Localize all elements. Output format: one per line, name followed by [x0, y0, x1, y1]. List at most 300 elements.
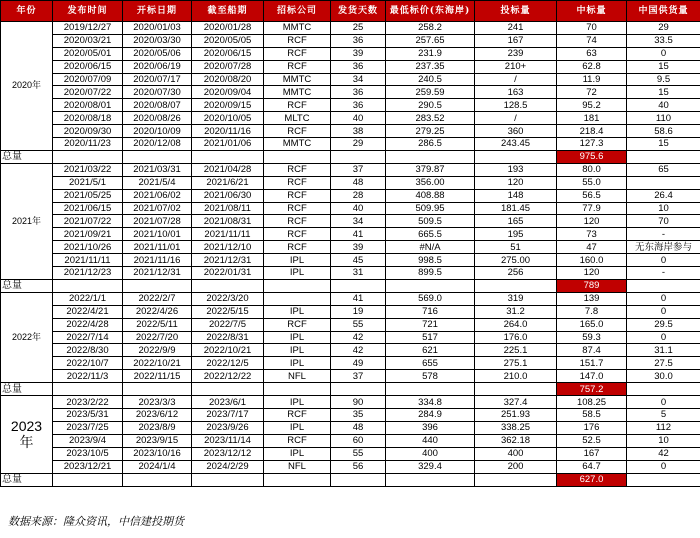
- cell-awarded-volume: 72: [557, 86, 627, 99]
- cell-announce-date: 2021/12/23: [53, 267, 123, 280]
- cell-shipment-deadline: 2022/7/5: [192, 318, 264, 331]
- table-row: [1, 189, 700, 202]
- cell-awarded-volume: 151.7: [557, 357, 627, 370]
- cell-bid-volume: 275.1: [475, 357, 557, 370]
- cell-bid-volume: 148: [475, 189, 557, 202]
- cell-bid-volume: 327.4: [475, 396, 557, 409]
- table-row: [1, 305, 700, 318]
- cell-lowest-price: 998.5: [386, 254, 475, 267]
- cell-bid-volume: 360: [475, 125, 557, 138]
- total-awarded-volume: 757.2: [557, 383, 627, 396]
- cell-announce-date: 2023/7/25: [53, 421, 123, 434]
- table-row: [1, 99, 700, 112]
- total-empty-cell: [53, 383, 123, 396]
- cell-bid-volume: 362.18: [475, 434, 557, 447]
- cell-open-date: 2023/3/3: [123, 396, 192, 409]
- cell-bid-volume: 165: [475, 215, 557, 228]
- cell-lowest-price: 237.35: [386, 60, 475, 73]
- total-row: [1, 150, 700, 163]
- cell-china-supply: 无东海岸参与: [627, 241, 700, 254]
- total-row: [1, 473, 700, 486]
- cell-bid-volume: 275.00: [475, 254, 557, 267]
- cell-tender-company: RCF: [264, 60, 331, 73]
- cell-open-date: 2021/07/02: [123, 202, 192, 215]
- cell-announce-date: 2021/10/26: [53, 241, 123, 254]
- cell-open-date: 2021/03/31: [123, 163, 192, 176]
- cell-shipping-days: 48: [331, 421, 386, 434]
- cell-china-supply: 15: [627, 60, 700, 73]
- cell-open-date: 2024/1/4: [123, 460, 192, 473]
- total-empty-cell: [627, 279, 700, 292]
- cell-awarded-volume: 63: [557, 47, 627, 60]
- cell-open-date: 2020/07/30: [123, 86, 192, 99]
- cell-shipping-days: 31: [331, 267, 386, 280]
- total-empty-cell: [386, 279, 475, 292]
- table-row: [1, 370, 700, 383]
- cell-awarded-volume: 108.25: [557, 396, 627, 409]
- cell-open-date: 2020/01/03: [123, 22, 192, 35]
- cell-china-supply: 0: [627, 292, 700, 305]
- total-empty-cell: [123, 279, 192, 292]
- cell-tender-company: IPL: [264, 447, 331, 460]
- total-empty-cell: [475, 279, 557, 292]
- cell-lowest-price: 279.25: [386, 125, 475, 138]
- table-row: [1, 318, 700, 331]
- cell-announce-date: 2022/11/3: [53, 370, 123, 383]
- cell-lowest-price: 290.5: [386, 99, 475, 112]
- cell-tender-company: MMTC: [264, 22, 331, 35]
- cell-tender-company: IPL: [264, 357, 331, 370]
- cell-open-date: 2021/06/02: [123, 189, 192, 202]
- year-cell: 2022年: [1, 292, 53, 382]
- cell-shipping-days: 29: [331, 138, 386, 151]
- cell-china-supply: 27.5: [627, 357, 700, 370]
- table-row: [1, 112, 700, 125]
- total-empty-cell: [331, 383, 386, 396]
- cell-open-date: 2022/5/11: [123, 318, 192, 331]
- cell-awarded-volume: 176: [557, 421, 627, 434]
- cell-announce-date: 2020/06/15: [53, 60, 123, 73]
- cell-open-date: 2021/5/4: [123, 176, 192, 189]
- cell-awarded-volume: 7.8: [557, 305, 627, 318]
- total-empty-cell: [475, 473, 557, 486]
- cell-china-supply: -: [627, 228, 700, 241]
- cell-bid-volume: 210+: [475, 60, 557, 73]
- cell-open-date: 2021/11/16: [123, 254, 192, 267]
- cell-bid-volume: 264.0: [475, 318, 557, 331]
- cell-shipping-days: 39: [331, 47, 386, 60]
- cell-lowest-price: 509.5: [386, 215, 475, 228]
- total-row: [1, 383, 700, 396]
- year-cell: 2023 年: [1, 396, 53, 473]
- cell-bid-volume: 239: [475, 47, 557, 60]
- cell-tender-company: MMTC: [264, 138, 331, 151]
- cell-lowest-price: 721: [386, 318, 475, 331]
- cell-awarded-volume: 74: [557, 34, 627, 47]
- cell-announce-date: 2020/05/01: [53, 47, 123, 60]
- cell-shipment-deadline: 2020/07/28: [192, 60, 264, 73]
- cell-tender-company: RCF: [264, 241, 331, 254]
- cell-tender-company: NFL: [264, 460, 331, 473]
- total-empty-cell: [627, 383, 700, 396]
- cell-lowest-price: 284.9: [386, 409, 475, 422]
- cell-shipment-deadline: 2020/11/16: [192, 125, 264, 138]
- cell-shipment-deadline: 2020/09/04: [192, 86, 264, 99]
- cell-tender-company: MLTC: [264, 112, 331, 125]
- year-cell: 2021年: [1, 163, 53, 279]
- cell-announce-date: 2019/12/27: [53, 22, 123, 35]
- cell-open-date: 2020/10/09: [123, 125, 192, 138]
- cell-tender-company: IPL: [264, 254, 331, 267]
- cell-shipping-days: 55: [331, 447, 386, 460]
- cell-awarded-volume: 160.0: [557, 254, 627, 267]
- cell-open-date: 2020/07/17: [123, 73, 192, 86]
- cell-bid-volume: /: [475, 73, 557, 86]
- cell-shipping-days: 40: [331, 202, 386, 215]
- cell-china-supply: 42: [627, 447, 700, 460]
- cell-lowest-price: 257.65: [386, 34, 475, 47]
- cell-awarded-volume: 73: [557, 228, 627, 241]
- total-empty-cell: [123, 473, 192, 486]
- cell-bid-volume: 256: [475, 267, 557, 280]
- cell-shipment-deadline: 2023/11/14: [192, 434, 264, 447]
- header-announce-date: 发布时间: [53, 1, 123, 22]
- cell-awarded-volume: 55.0: [557, 176, 627, 189]
- cell-tender-company: RCF: [264, 176, 331, 189]
- cell-shipping-days: 34: [331, 215, 386, 228]
- total-awarded-volume: 789: [557, 279, 627, 292]
- total-empty-cell: [192, 383, 264, 396]
- cell-open-date: 2021/10/01: [123, 228, 192, 241]
- cell-shipment-deadline: 2023/12/12: [192, 447, 264, 460]
- cell-china-supply: 112: [627, 421, 700, 434]
- cell-open-date: 2023/8/9: [123, 421, 192, 434]
- cell-open-date: 2021/11/01: [123, 241, 192, 254]
- cell-shipping-days: 42: [331, 344, 386, 357]
- cell-awarded-volume: 165.0: [557, 318, 627, 331]
- table-row: [1, 331, 700, 344]
- cell-awarded-volume: 64.7: [557, 460, 627, 473]
- cell-awarded-volume: 147.0: [557, 370, 627, 383]
- cell-china-supply: [627, 176, 700, 189]
- cell-announce-date: 2023/10/5: [53, 447, 123, 460]
- cell-china-supply: 29.5: [627, 318, 700, 331]
- cell-tender-company: RCF: [264, 125, 331, 138]
- total-empty-cell: [475, 150, 557, 163]
- cell-awarded-volume: 52.5: [557, 434, 627, 447]
- cell-china-supply: 9.5: [627, 73, 700, 86]
- cell-tender-company: MMTC: [264, 86, 331, 99]
- cell-shipment-deadline: 2021/12/10: [192, 241, 264, 254]
- cell-open-date: 2021/12/31: [123, 267, 192, 280]
- cell-open-date: 2021/07/28: [123, 215, 192, 228]
- cell-tender-company: RCF: [264, 163, 331, 176]
- header-tender-company: 招标公司: [264, 1, 331, 22]
- table-row: [1, 241, 700, 254]
- cell-open-date: 2022/9/9: [123, 344, 192, 357]
- cell-shipping-days: 35: [331, 409, 386, 422]
- header-shipping-days: 发货天数: [331, 1, 386, 22]
- cell-shipment-deadline: 2020/10/05: [192, 112, 264, 125]
- cell-lowest-price: 578: [386, 370, 475, 383]
- total-empty-cell: [192, 279, 264, 292]
- cell-announce-date: 2022/1/1: [53, 292, 123, 305]
- total-empty-cell: [53, 279, 123, 292]
- cell-awarded-volume: 62.8: [557, 60, 627, 73]
- cell-lowest-price: 334.8: [386, 396, 475, 409]
- header-china-supply: 中国供货量: [627, 1, 700, 22]
- cell-announce-date: 2022/4/28: [53, 318, 123, 331]
- cell-china-supply: 58.6: [627, 125, 700, 138]
- table-row: [1, 434, 700, 447]
- total-empty-cell: [331, 279, 386, 292]
- cell-shipping-days: 36: [331, 99, 386, 112]
- cell-shipment-deadline: 2020/01/28: [192, 22, 264, 35]
- total-empty-cell: [123, 150, 192, 163]
- header-awarded-volume: 中标量: [557, 1, 627, 22]
- cell-announce-date: 2020/11/23: [53, 138, 123, 151]
- table-row: [1, 138, 700, 151]
- cell-shipment-deadline: 2020/05/05: [192, 34, 264, 47]
- header-lowest-price-east: 最低标价(东海岸): [386, 1, 475, 22]
- total-empty-cell: [627, 150, 700, 163]
- total-empty-cell: [264, 279, 331, 292]
- cell-lowest-price: 621: [386, 344, 475, 357]
- table-row: [1, 357, 700, 370]
- cell-bid-volume: 128.5: [475, 99, 557, 112]
- cell-awarded-volume: 127.3: [557, 138, 627, 151]
- header-shipment-deadline: 截至船期: [192, 1, 264, 22]
- table-row: [1, 215, 700, 228]
- cell-announce-date: 2021/07/22: [53, 215, 123, 228]
- cell-bid-volume: 251.93: [475, 409, 557, 422]
- cell-bid-volume: 225.1: [475, 344, 557, 357]
- total-empty-cell: [53, 150, 123, 163]
- cell-lowest-price: 286.5: [386, 138, 475, 151]
- cell-china-supply: 31.1: [627, 344, 700, 357]
- cell-shipment-deadline: 2021/01/06: [192, 138, 264, 151]
- cell-awarded-volume: 87.4: [557, 344, 627, 357]
- cell-shipping-days: 36: [331, 34, 386, 47]
- cell-china-supply: 5: [627, 409, 700, 422]
- cell-tender-company: RCF: [264, 215, 331, 228]
- cell-announce-date: 2022/8/30: [53, 344, 123, 357]
- cell-announce-date: 2021/5/1: [53, 176, 123, 189]
- cell-announce-date: 2020/08/18: [53, 112, 123, 125]
- cell-shipping-days: 60: [331, 434, 386, 447]
- cell-bid-volume: 167: [475, 34, 557, 47]
- cell-china-supply: 10: [627, 434, 700, 447]
- table-row: [1, 34, 700, 47]
- cell-bid-volume: 210.0: [475, 370, 557, 383]
- cell-shipment-deadline: 2021/12/31: [192, 254, 264, 267]
- cell-open-date: 2020/05/06: [123, 47, 192, 60]
- cell-open-date: 2022/11/15: [123, 370, 192, 383]
- cell-shipment-deadline: 2021/6/21: [192, 176, 264, 189]
- cell-bid-volume: 176.0: [475, 331, 557, 344]
- cell-tender-company: RCF: [264, 434, 331, 447]
- cell-lowest-price: 240.5: [386, 73, 475, 86]
- table-row: [1, 47, 700, 60]
- cell-lowest-price: 283.52: [386, 112, 475, 125]
- cell-china-supply: 0: [627, 305, 700, 318]
- cell-open-date: 2020/06/19: [123, 60, 192, 73]
- cell-shipping-days: 19: [331, 305, 386, 318]
- cell-shipment-deadline: 2022/5/15: [192, 305, 264, 318]
- cell-shipment-deadline: 2022/3/20: [192, 292, 264, 305]
- cell-china-supply: 33.5: [627, 34, 700, 47]
- table-row: [1, 254, 700, 267]
- cell-bid-volume: 120: [475, 176, 557, 189]
- header-year: 年份: [1, 1, 53, 22]
- cell-bid-volume: /: [475, 112, 557, 125]
- cell-shipment-deadline: 2020/08/20: [192, 73, 264, 86]
- cell-open-date: 2022/10/21: [123, 357, 192, 370]
- table-row: [1, 344, 700, 357]
- table-row: [1, 292, 700, 305]
- cell-lowest-price: 569.0: [386, 292, 475, 305]
- total-empty-cell: [331, 473, 386, 486]
- table-body: [1, 22, 700, 487]
- total-empty-cell: [386, 150, 475, 163]
- cell-tender-company: RCF: [264, 409, 331, 422]
- cell-tender-company: RCF: [264, 228, 331, 241]
- cell-open-date: 2022/4/26: [123, 305, 192, 318]
- cell-shipping-days: 49: [331, 357, 386, 370]
- cell-china-supply: 30.0: [627, 370, 700, 383]
- cell-open-date: 2020/12/08: [123, 138, 192, 151]
- cell-lowest-price: 379.87: [386, 163, 475, 176]
- total-empty-cell: [386, 473, 475, 486]
- cell-announce-date: 2023/12/21: [53, 460, 123, 473]
- cell-bid-volume: 193: [475, 163, 557, 176]
- cell-tender-company: IPL: [264, 267, 331, 280]
- total-empty-cell: [53, 473, 123, 486]
- cell-announce-date: 2020/09/30: [53, 125, 123, 138]
- cell-lowest-price: 716: [386, 305, 475, 318]
- cell-lowest-price: 231.9: [386, 47, 475, 60]
- cell-lowest-price: 396: [386, 421, 475, 434]
- cell-tender-company: MMTC: [264, 73, 331, 86]
- cell-shipping-days: 55: [331, 318, 386, 331]
- cell-shipment-deadline: 2023/7/17: [192, 409, 264, 422]
- cell-shipment-deadline: 2022/12/5: [192, 357, 264, 370]
- table-row: [1, 125, 700, 138]
- cell-open-date: 2020/08/26: [123, 112, 192, 125]
- cell-shipping-days: 37: [331, 163, 386, 176]
- cell-awarded-volume: 11.9: [557, 73, 627, 86]
- total-empty-cell: [192, 473, 264, 486]
- cell-china-supply: -: [627, 267, 700, 280]
- cell-shipping-days: 41: [331, 228, 386, 241]
- cell-china-supply: 40: [627, 99, 700, 112]
- cell-bid-volume: 181.45: [475, 202, 557, 215]
- total-awarded-volume: 627.0: [557, 473, 627, 486]
- total-empty-cell: [123, 383, 192, 396]
- cell-shipment-deadline: 2020/06/15: [192, 47, 264, 60]
- cell-lowest-price: 655: [386, 357, 475, 370]
- cell-china-supply: 110: [627, 112, 700, 125]
- cell-lowest-price: #N/A: [386, 241, 475, 254]
- cell-shipment-deadline: 2021/06/30: [192, 189, 264, 202]
- cell-awarded-volume: 181: [557, 112, 627, 125]
- table-row: [1, 447, 700, 460]
- cell-shipping-days: 40: [331, 112, 386, 125]
- cell-announce-date: 2023/9/4: [53, 434, 123, 447]
- cell-awarded-volume: 139: [557, 292, 627, 305]
- cell-open-date: 2022/7/20: [123, 331, 192, 344]
- cell-awarded-volume: 167: [557, 447, 627, 460]
- header-bid-volume: 投标量: [475, 1, 557, 22]
- table-row: [1, 267, 700, 280]
- cell-tender-company: RCF: [264, 47, 331, 60]
- table-row: [1, 73, 700, 86]
- cell-lowest-price: 517: [386, 331, 475, 344]
- table-row: [1, 202, 700, 215]
- cell-china-supply: 10: [627, 202, 700, 215]
- cell-announce-date: 2020/07/22: [53, 86, 123, 99]
- table-row: [1, 176, 700, 189]
- cell-china-supply: 26.4: [627, 189, 700, 202]
- cell-bid-volume: 195: [475, 228, 557, 241]
- cell-announce-date: 2021/09/21: [53, 228, 123, 241]
- table-row: [1, 86, 700, 99]
- cell-awarded-volume: 58.5: [557, 409, 627, 422]
- cell-open-date: 2020/08/07: [123, 99, 192, 112]
- cell-awarded-volume: 120: [557, 267, 627, 280]
- table-row: [1, 228, 700, 241]
- year-cell: 2020年: [1, 22, 53, 151]
- cell-lowest-price: 259.59: [386, 86, 475, 99]
- cell-shipping-days: 41: [331, 292, 386, 305]
- cell-bid-volume: 338.25: [475, 421, 557, 434]
- cell-lowest-price: 408.88: [386, 189, 475, 202]
- cell-tender-company: [264, 292, 331, 305]
- cell-china-supply: 65: [627, 163, 700, 176]
- cell-shipment-deadline: 2023/9/26: [192, 421, 264, 434]
- cell-bid-volume: 51: [475, 241, 557, 254]
- cell-china-supply: 0: [627, 254, 700, 267]
- table-row: [1, 421, 700, 434]
- cell-announce-date: 2021/11/11: [53, 254, 123, 267]
- cell-bid-volume: 319: [475, 292, 557, 305]
- cell-awarded-volume: 56.5: [557, 189, 627, 202]
- cell-tender-company: IPL: [264, 396, 331, 409]
- cell-tender-company: IPL: [264, 421, 331, 434]
- cell-awarded-volume: 59.3: [557, 331, 627, 344]
- cell-shipping-days: 37: [331, 370, 386, 383]
- cell-announce-date: 2023/5/31: [53, 409, 123, 422]
- cell-announce-date: 2022/10/7: [53, 357, 123, 370]
- total-empty-cell: [192, 150, 264, 163]
- cell-shipment-deadline: 2021/08/31: [192, 215, 264, 228]
- cell-bid-volume: 31.2: [475, 305, 557, 318]
- cell-tender-company: RCF: [264, 318, 331, 331]
- cell-announce-date: 2020/03/21: [53, 34, 123, 47]
- cell-tender-company: RCF: [264, 189, 331, 202]
- cell-bid-volume: 243.45: [475, 138, 557, 151]
- cell-announce-date: 2020/08/01: [53, 99, 123, 112]
- table-row: [1, 396, 700, 409]
- cell-shipment-deadline: 2021/08/11: [192, 202, 264, 215]
- cell-shipment-deadline: 2021/04/28: [192, 163, 264, 176]
- cell-shipping-days: 42: [331, 331, 386, 344]
- cell-bid-volume: 200: [475, 460, 557, 473]
- cell-announce-date: 2022/7/14: [53, 331, 123, 344]
- total-label: 总量: [1, 383, 53, 396]
- total-empty-cell: [331, 150, 386, 163]
- cell-awarded-volume: 47: [557, 241, 627, 254]
